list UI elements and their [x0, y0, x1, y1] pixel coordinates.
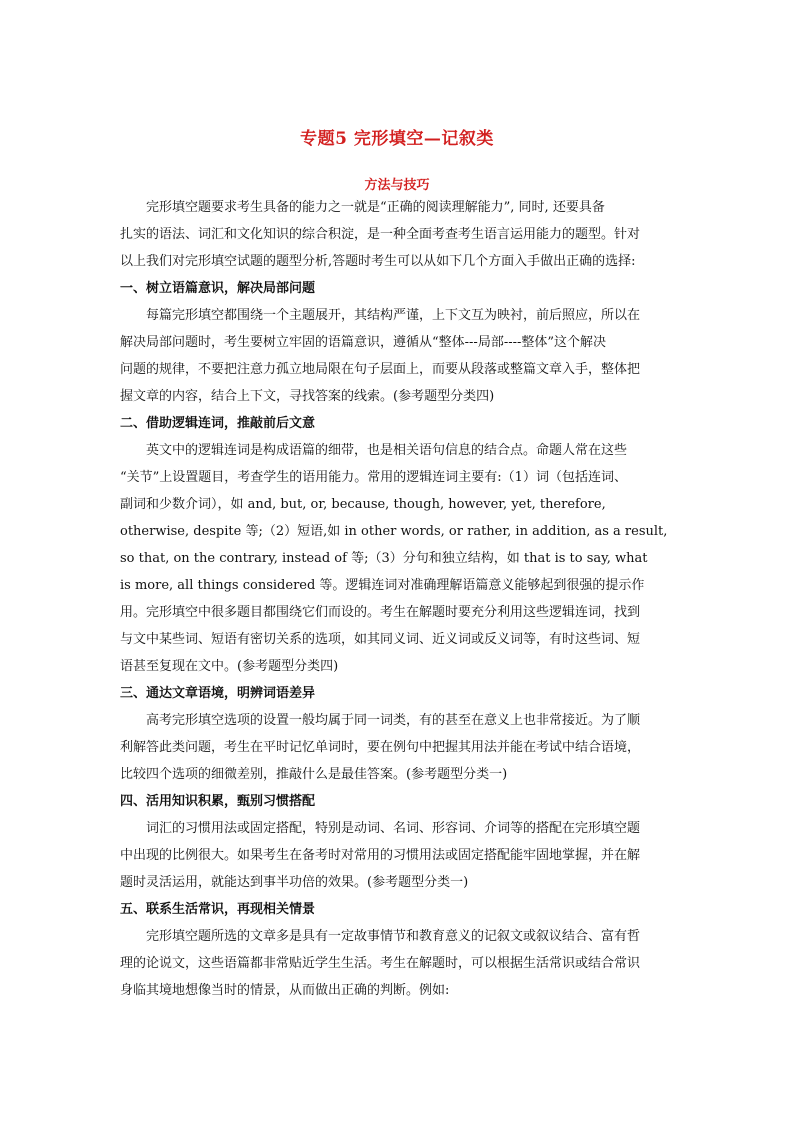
- paragraph-line: “关节”上设置题目，考查学生的语用能力。常用的逻辑连词主要有:（1）词（包括连词、: [120, 470, 627, 485]
- paragraph-line: 语甚至复现在文中。(参考题型分类四): [120, 659, 339, 674]
- paragraph-line: 以上我们对完形填空试题的题型分析,答题时考生可以从如下几个方面入手做出正确的选择:: [120, 254, 636, 269]
- paragraph-line: 词汇的习惯用法或固定搭配，特别是动词、名词、形容词、介词等的搭配在完形填空题: [146, 821, 641, 836]
- paragraph-line: 问题的规律，不要把注意力孤立地局限在句子层面上，而要从段落或整篇文章入手，整体把: [120, 362, 641, 377]
- paragraph-line: 完形填空题所选的文章多是具有一定故事情节和教育意义的记叙文或叙议结合、富有哲: [146, 929, 641, 944]
- paragraph-line: 身临其境地想像当时的情景，从而做出正确的判断。例如:: [120, 983, 450, 998]
- paragraph-line: 英文中的逻辑连词是构成语篇的细带，也是相关语句信息的结合点。命题人常在这些: [146, 443, 628, 458]
- paragraph-line: 副词和少数介词），如 and, but, or, because, though, however, yet, therefore,: [120, 497, 606, 512]
- paragraph-line: 握文章的内容，结合上下文，寻找答案的线索。(参考题型分类四): [120, 389, 495, 404]
- paragraph-line: 理的论说文，这些语篇都非常贴近学生生活。考生在解题时，可以根据生活常识或结合常识: [120, 956, 641, 971]
- section-heading: 二、借助逻辑连词，推敲前后文意: [120, 416, 316, 431]
- paragraph-line: 用。完形填空中很多题目都围绕它们而设的。考生在解题时要充分利用这些逻辑连词，找到: [120, 605, 641, 620]
- section-heading: 五、联系生活常识，再现相关情景: [120, 902, 316, 917]
- section-heading: 三、通达文章语境，明辨词语差异: [120, 686, 316, 701]
- paragraph-line: 每篇完形填空都围绕一个主题展开，其结构严谨，上下文互为映衬，前后照应，所以在: [146, 308, 641, 323]
- section-heading: 四、活用知识积累，甄别习惯搭配: [120, 794, 316, 809]
- paragraph-line: 高考完形填空选项的设置一般均属于同一词类，有的甚至在意义上也非常接近。为了顺: [146, 713, 641, 728]
- page-title: 专题5 完形填空—记叙类: [300, 129, 494, 149]
- paragraph-line: 解决局部问题时，考生要树立牢固的语篇意识，遵循从“整体---局部----整体”这个解决: [120, 335, 607, 350]
- paragraph-line: so that, on the contrary, instead of 等;（3）分句和独立结构，如 that is to say, what: [120, 551, 648, 566]
- paragraph-line: 比较四个选项的细微差别，推敲什么是最佳答案。(参考题型分类一): [120, 767, 508, 782]
- paragraph-line: 题时灵活运用，就能达到事半功倍的效果。(参考题型分类一): [120, 875, 469, 890]
- paragraph-line: otherwise, despite 等;（2）短语,如 in other words, or rather, in addition, as a result,: [120, 524, 668, 539]
- paragraph-line: 扎实的语法、词汇和文化知识的综合积淀，是一种全面考查考生语言运用能力的题型。针对: [120, 227, 641, 242]
- document-body: [120, 194, 720, 1004]
- paragraph-line: 完形填空题要求考生具备的能力之一就是“正确的阅读理解能力”, 同时, 还要具备: [146, 200, 605, 215]
- paragraph-line: 利解答此类问题，考生在平时记忆单词时，要在例句中把握其用法并能在考试中结合语境，: [120, 740, 641, 755]
- section-subtitle: 方法与技巧: [364, 178, 430, 193]
- section-heading: 一、树立语篇意识，解决局部问题: [120, 281, 316, 296]
- paragraph-line: is more, all things considered 等。逻辑连词对准确理解语篇意义能够起到很强的提示作: [120, 578, 645, 593]
- paragraph-line: 中出现的比例很大。如果考生在备考时对常用的习惯用法或固定搭配能牢固地掌握，并在解: [120, 848, 641, 863]
- paragraph-line: 与文中某些词、短语有密切关系的选项，如其同义词、近义词或反义词等，有时这些词、短: [120, 632, 641, 647]
